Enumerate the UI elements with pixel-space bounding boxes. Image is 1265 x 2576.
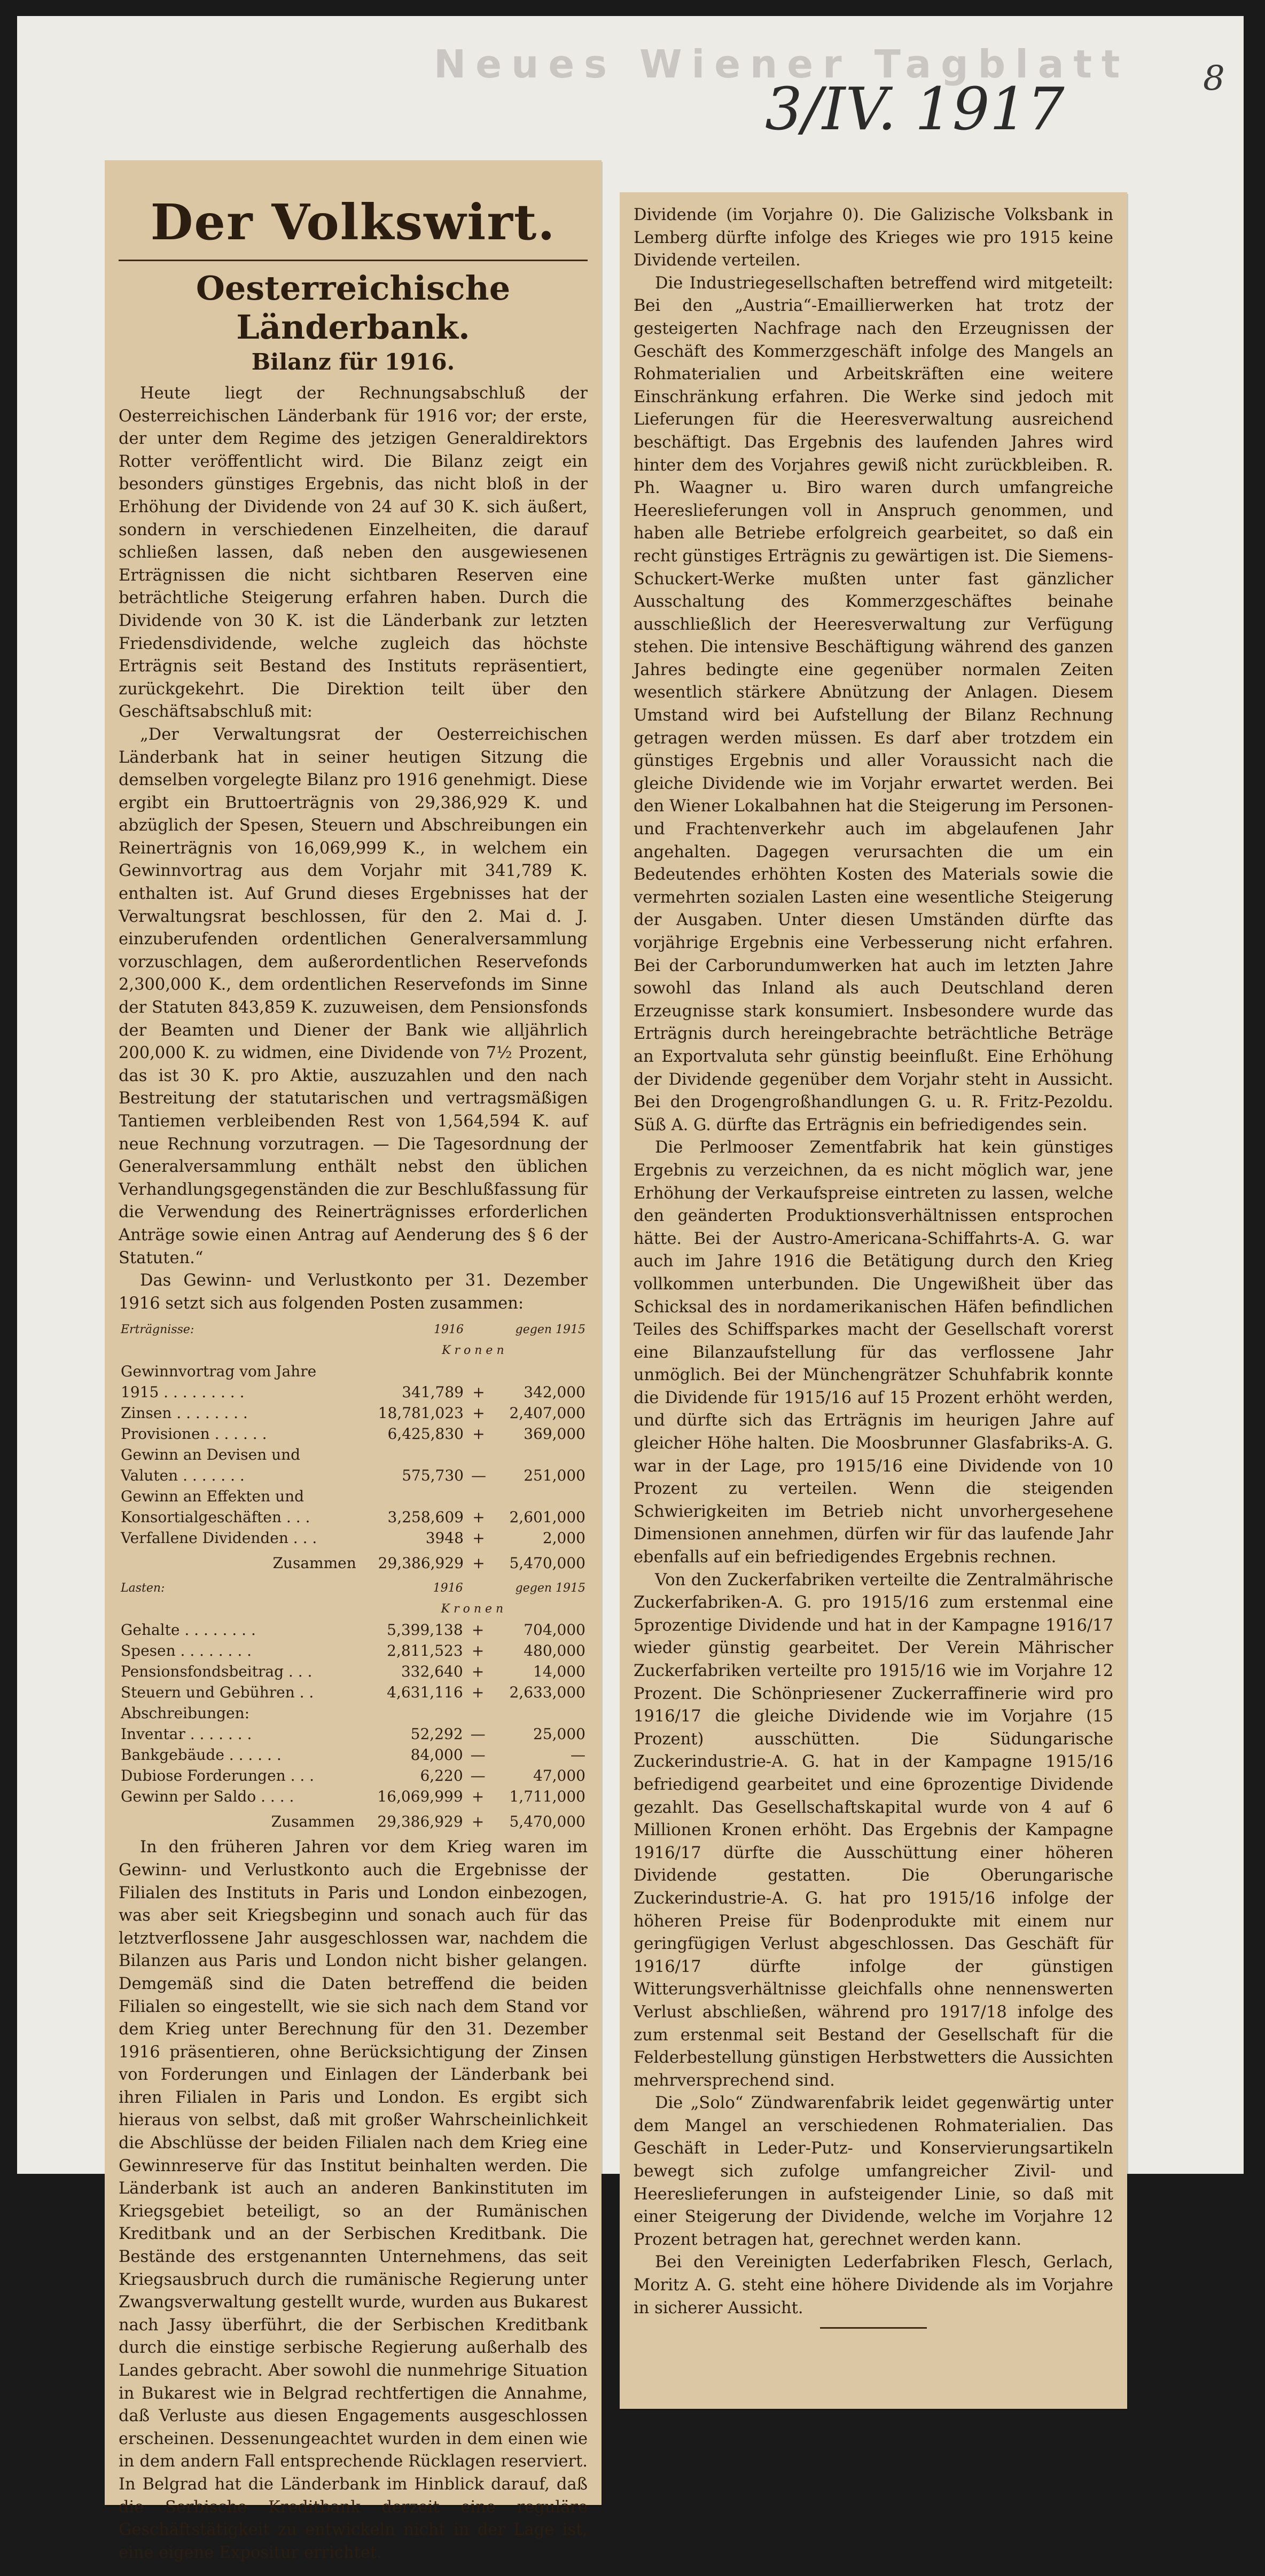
total-change: 5,470,000 — [509, 1813, 585, 1831]
total-sign: + — [471, 1813, 485, 1831]
total-current: 29,386,929 — [378, 1554, 464, 1572]
paragraph: Die „Solo“ Zündwarenfabrik leidet gegenwärtig unter dem Mangel an verschiedenen Rohmaterialien. Das Geschäft in Leder-Putz- und Konservierungsartikeln bewegt sich zufolge umfangreicher Zivil- und Heereslieferungen in aufsteigender Linie, so daß mit einer Steigerung der Dividende, welche im Vorjahre 12 Prozent betragen hat, gerechnet werden kann. — [634, 2094, 1113, 2249]
row-sign: + — [471, 1663, 485, 1681]
row-item: Provisionen . . . . . . — [121, 1425, 267, 1443]
row-sign: + — [471, 1788, 485, 1806]
year-previous: gegen 1915 — [515, 1581, 585, 1595]
table-row — [119, 1361, 588, 1382]
row-item: Bankgebäude . . . . . . — [121, 1746, 282, 1764]
row-sign — [466, 1486, 491, 1507]
paragraph: In den früheren Jahren vor dem Krieg waren im Gewinn- und Verlustkonto auch die Ergebnisse der Filialen des Instituts in Paris und London einbezogen, was aber seit Kriegsbeginn und sonach auch für das letztverflossene Jahr ausgeschlossen war, nachdem die Bilanzen aus Paris und London nicht bisher gelangen. Demgemäß sind die Daten betreffend die beiden Filialen so eingestellt, wie sie sich nach dem Stand vor dem Krieg unter Berechnung für den 31. Dezember 1916 präsentieren, ohne Berücksichtigung der Zinsen von Forderungen und Einlagen der Länderbank bei ihren Filialen in Paris und London. Es ergibt sich hieraus von selbst, daß mit großer Wahrscheinlichkeit die Abschlüsse der beiden Filialen nach dem Krieg eine Gewinnreserve für das Institut beinhalten werden. Die Länderbank ist auch an anderen Bankinstituten im Kriegsgebiet beteiligt, so an der Rumänischen Kreditbank und an der Serbischen Kreditbank. Die Bestände des erstgenannten Unternehmens, das seit Kriegsausbruch durch die rumänische Regierung unter Zwangsverwaltung gestellt wurde, wurden aus Bukarest nach Jassy überführt, die der Serbischen Kreditbank durch die einstige serbische Regierung außerhalb des Landes gebracht. Aber sowohl die nunmehrige Situation in Bukarest wie in Belgrad rechtfertigen die Annahme, daß Verluste aus diesen Engagements ausgeschlossen erscheinen. Dessenungeachtet wurden in dem einen wie in dem andern Fall entsprechende Rücklagen reserviert. In Belgrad hat die Länderbank im Hinblick darauf, daß die Serbische Kreditbank derzeit eine reguläre Geschäftstätigkeit zu entwickeln nicht in der Lage ist, eine eigene Expositur errichtet. — [119, 1838, 588, 2562]
row-change: 2,407,000 — [509, 1404, 585, 1422]
row-sign — [465, 1703, 491, 1724]
table-row — [119, 1423, 588, 1444]
table-row — [119, 1465, 588, 1486]
row-item: Gewinnvortrag vom Jahre — [121, 1363, 317, 1381]
row-value: 6,220 — [420, 1767, 463, 1785]
table-row — [119, 1724, 588, 1744]
row-value: 16,069,999 — [377, 1788, 463, 1806]
row-change: 2,000 — [542, 1529, 585, 1547]
row-value — [358, 1361, 466, 1382]
row-item: Steuern und Gebühren . . — [121, 1684, 314, 1702]
row-value — [357, 1703, 465, 1724]
row-item: Gewinn per Saldo . . . . — [121, 1788, 294, 1806]
row-sign: — — [470, 1746, 486, 1764]
row-value: 3,258,609 — [387, 1508, 464, 1526]
article-headline: Oesterreichische Länderbank. — [196, 269, 511, 347]
paragraph: Die Industriegesellschaften betreffend wird mitgeteilt: Bei den „Austria“-Emaillierwerken hat trotz der gesteigerten Nachfrage nach den Erzeugnissen der Geschäft des Kommerzgeschäft infolge des Mangels an Rohmaterialien und Arbeitskräften eine weitere Einschränkung erfahren. Die Werke sind jedoch mit Lieferungen für die Heeresverwaltung ausreichend beschäftigt. Das Ergebnis des laufenden Jahres wird hinter dem des Vorjahres gewiß nicht zurückbleiben. R. Ph. Waagner u. Biro waren durch umfangreiche Heereslieferungen voll in Anspruch genommen, und haben alle Betriebe erfolgreich gearbeitet, so daß ein recht günstiges Erträgnis zu gewärtigen ist. Die Siemens-Schuckert-Werke mußten unter fast gänzlicher Ausschaltung des Kommerzgeschäftes beinahe ausschließlich der Heeresverwaltung zur Verfügung stehen. Die intensive Beschäftigung während des ganzen Jahres bedingte eine gegenüber normalen Zeiten wesentlich stärkere Abnützung der Anlagen. Diesem Umstand wird bei Aufstellung der Bilanz Rechnung getragen werden müssen. Es darf aber trotzdem ein günstiges Ergebnis und aller Voraussicht nach die gleiche Dividende wie im Vorjahr erwartet werden. Bei den Wiener Lokalbahnen hat die Steigerung im Personen- und Frachtenverkehr auch im abgelaufenen Jahr angehalten. Dagegen verursachten die um ein Bedeutendes erhöhten Kosten des Materials sowie die vermehrten sozialen Lasten eine wesentliche Steigerung der Ausgaben. Unter diesen Umständen dürfte das vorjährige Ergebnis eine Verbesserung nicht erfahren. Bei der Carborundumwerken hat auch im letzten Jahre sowohl das Inland als auch Deutschland deren Erzeugnisse stark konsumiert. Insbesondere wurde das Erträgnis durch hereingebrachte beträchtliche Beträge an Exportvaluta sehr günstig beeinflußt. Eine Erhöhung der Dividende gegenüber dem Vorjahr steht in Aussicht. Bei den Drogengroßhandlungen G. u. R. Fritz-Pezoldu. Süß A. G. dürfte das Erträgnis ein befriedigendes sein. — [634, 273, 1113, 1134]
total-label: Zusammen — [271, 1813, 355, 1831]
row-value — [358, 1486, 466, 1507]
row-sign: + — [471, 1621, 485, 1639]
row-sign: + — [472, 1404, 485, 1422]
paragraph: Heute liegt der Rechnungsabschluß der Oesterreichischen Länderbank für 1916 vor; der erste, der unter dem Regime des jetzigen Generaldirektors Rotter veröffentlicht wird. Die Bilanz zeigt ein besonders günstiges Ergebnis, das nicht bloß in der Erhöhung der Dividende von 24 auf 30 K. sich äußert, sondern in verschiedenen Einzelheiten, die darauf schließen lassen, daß neben den ausgewiesenen Erträgnissen die nicht sichtbaren Reserven eine beträchtliche Steigerung erfahren haben. Durch die Dividende von 30 K. ist die Länderbank zur letzten Friedensdividende, welche zugleich das höchste Erträgnis seit Bestand des Instituts repräsentiert, zurückgekehrt. Die Direktion teilt über den Geschäftsabschluß mit: — [119, 384, 588, 722]
row-item: 1915 . . . . . . . . . — [121, 1383, 245, 1401]
row-change: 342,000 — [524, 1383, 585, 1401]
article-subheadline: Bilanz für 1916. — [251, 349, 455, 375]
row-value: 18,781,023 — [378, 1404, 464, 1422]
row-value: 332,640 — [401, 1663, 463, 1681]
table-label: Erträgnisse: — [121, 1323, 194, 1337]
total-sign: + — [472, 1554, 485, 1572]
row-value: 575,730 — [402, 1467, 464, 1485]
expenses-table — [119, 1578, 588, 1832]
row-change: 704,000 — [524, 1621, 585, 1639]
row-change: 47,000 — [533, 1767, 585, 1785]
table-row — [119, 1444, 588, 1465]
table-row — [119, 1744, 588, 1765]
table-row — [119, 1403, 588, 1423]
row-change: 251,000 — [524, 1467, 585, 1485]
row-sign: + — [472, 1529, 485, 1547]
row-item: Valuten . . . . . . . — [121, 1467, 245, 1485]
row-item: Konsortialgeschäften . . . — [121, 1508, 310, 1526]
clipping-right-column — [620, 192, 1127, 2409]
row-change: 369,000 — [524, 1425, 585, 1443]
total-label: Zusammen — [272, 1554, 356, 1572]
row-value: 3948 — [425, 1529, 464, 1547]
total-current: 29,386,929 — [377, 1813, 463, 1831]
row-change: 2,633,000 — [509, 1684, 585, 1702]
row-change: 2,601,000 — [509, 1508, 585, 1526]
row-sign — [466, 1361, 491, 1382]
row-sign: — — [470, 1767, 486, 1785]
row-value: 341,789 — [402, 1383, 464, 1401]
row-item: Dubiose Forderungen . . . — [121, 1767, 315, 1785]
paragraph: „Der Verwaltungsrat der Oesterreichischen Länderbank hat in seiner heutigen Sitzung die demselben vorgelegte Bilanz pro 1916 genehmigt. Diese ergibt ein Bruttoerträgnis von 29,386,929 K. und abzüglich der Spesen, Steuern und Abschreibungen ein Reinerträgnis von 16,069,999 K., in welchem ein Gewinnvortrag aus dem Vorjahr mit 341,789 K. enthalten ist. Auf Grund dieses Ergebnisses hat der Verwaltungsrat beschlossen, für den 2. Mai d. J. einzuberufenden ordentlichen Generalversammlung vorzuschlagen, dem außerordentlichen Reservefonds 2,300,000 K., dem ordentlichen Reservefonds im Sinne der Statuten 843,859 K. zuzuweisen, dem Pensionsfonds der Beamten und Diener der Bank wie alljährlich 200,000 K. zu widmen, eine Dividende von 7½ Prozent, das ist 30 K. pro Aktie, auszuzahlen und den nach Bestreitung der statutarischen und vertragsmäßigen Tantiemen verbleibenden Rest von 1,564,594 K. auf neue Rechnung vorzutragen. — Die Tagesordnung der Generalversammlung enthält nebst den üblichen Verhandlungsgegenständen die zur Beschlußfassung für die Verwendung des Reinerträgnisses erforderlichen Anträge sowie einen Antrag auf Aenderung des § 6 der Statuten.“ — [119, 725, 588, 1267]
row-change — [491, 1444, 588, 1465]
row-change: 1,711,000 — [509, 1788, 585, 1806]
row-sign: — — [470, 1725, 486, 1743]
currency-unit: K r o n e n — [442, 1344, 504, 1358]
row-value: 2,811,523 — [387, 1642, 463, 1660]
row-sign: + — [471, 1642, 485, 1660]
handwritten-date: 3/IV. 1917 — [765, 75, 1065, 143]
row-value: 4,631,116 — [387, 1684, 463, 1702]
income-table — [119, 1319, 588, 1573]
newspaper-masthead: Neues Wiener Tagblatt — [434, 42, 1130, 87]
row-change — [491, 1703, 588, 1724]
table-row — [119, 1661, 588, 1682]
row-item: Verfallene Dividenden . . . — [121, 1529, 317, 1547]
row-item: Pensionsfondsbeitrag . . . — [121, 1663, 313, 1681]
table-row — [119, 1507, 588, 1528]
table-row — [119, 1786, 588, 1807]
table-row — [119, 1640, 588, 1661]
year-previous: gegen 1915 — [515, 1323, 585, 1337]
table-row — [119, 1486, 588, 1507]
row-item: Gewinn an Effekten und — [121, 1487, 304, 1506]
row-change — [491, 1361, 588, 1382]
paragraph: Bei den Vereinigten Lederfabriken Flesch, Gerlach, Moritz A. G. steht eine höhere Dividende als im Vorjahre in sicherer Aussicht. — [634, 2253, 1113, 2317]
row-value: 52,292 — [410, 1725, 463, 1743]
year-current: 1916 — [434, 1323, 464, 1337]
row-change: 480,000 — [524, 1642, 585, 1660]
paragraph: Von den Zuckerfabriken verteilte die Zentralmährische Zuckerfabriken-A. G. pro 1915/16 zum erstenmal eine 5prozentige Dividende und hat in der Kampagne 1916/17 wieder günstig gearbeitet. Der Verein Mährischer Zuckerfabriken verteilte pro 1915/16 wie im Vorjahre 12 Prozent. Die Schönpriesener Zuckerraffinerie wird pro 1916/17 die gleiche Dividende wie im Vorjahre (15 Prozent) ausschütten. Die Südungarische Zuckerindustrie-A. G. hat in der Kampagne 1915/16 befriedigend gearbeitet und eine 6prozentige Dividende gezahlt. Das Gesellschaftskapital wurde von 4 auf 6 Millionen Kronen erhöht. Das Ergebnis der Kampagne 1916/17 dürfte die Ausschüttung einer höheren Dividende gestatten. Die Oberungarische Zuckerindustrie-A. G. hat pro 1915/16 infolge der höheren Preise für Bodenprodukte mit einem nur geringfügigen Verlust abgeschlossen. Das Geschäft für 1916/17 dürfte infolge der günstigen Witterungsverhältnisse gleichfalls ohne nennenswerten Verlust abschließen, während pro 1917/18 infolge des zum erstenmal seit Bestand der Gesellschaft für die Felderbestellung günstigen Herbstwetters die Aussichten mehrversprechend sind. — [634, 1570, 1113, 2090]
row-change — [491, 1486, 588, 1507]
paragraph: Die Perlmooser Zementfabrik hat kein günstiges Ergebnis zu verzeichnen, da es nicht möglich war, jene Erhöhung der Verkaufspreise eintreten zu lassen, welche den geänderten Produktionsverhältnissen entsprochen hätte. Bei der Austro-Americana-Schiffahrts-A. G. war auch im Jahre 1916 die Betätigung durch den Krieg vollkommen unterbunden. Die Ungewißheit über das Schicksal des in nordamerikanischen Häfen befindlichen Teiles des Schiffsparkes macht der Gesellschaft vorerst eine Bilanzaufstellung für das verflossene Jahr unmöglich. Bei der Münchengrätzer Schuhfabrik konnte die Dividende für 1915/16 auf 15 Prozent erhöht werden, und dürfte sich das Erträgnis im heurigen Jahre auf gleicher Höhe halten. Die Moosbrunner Glasfabriks-A. G. war in der Lage, pro 1915/16 eine Dividende von 10 Prozent zu verteilen. Wenn die steigenden Schwierigkeiten im Betrieb nicht unvorhergesehene Dimensionen annehmen, dürfen wir für das laufende Jahr ebenfalls auf ein befriedigendes Ergebnis rechnen. — [634, 1138, 1113, 1567]
section-title: Der Volkswirt. — [150, 193, 556, 251]
row-item: Inventar . . . . . . . — [121, 1725, 252, 1743]
row-change: — — [571, 1746, 585, 1764]
total-change: 5,470,000 — [509, 1554, 585, 1572]
table-row — [119, 1528, 588, 1548]
row-sign: — — [471, 1467, 486, 1485]
row-item: Spesen . . . . . . . . — [121, 1642, 252, 1660]
row-value: 6,425,830 — [387, 1425, 464, 1443]
row-item: Zinsen . . . . . . . . — [121, 1404, 248, 1422]
currency-unit: K r o n e n — [441, 1602, 504, 1616]
row-item: Abschreibungen: — [121, 1704, 250, 1722]
row-sign: + — [472, 1425, 485, 1443]
row-item: Gewinn an Devisen und — [121, 1446, 301, 1464]
page-number: 8 — [1203, 59, 1225, 98]
table-row — [119, 1682, 588, 1703]
table-row — [119, 1382, 588, 1403]
row-item: Gehalte . . . . . . . . — [121, 1621, 256, 1639]
row-sign: + — [472, 1508, 485, 1526]
year-current: 1916 — [433, 1581, 463, 1595]
table-row — [119, 1765, 588, 1786]
table-row — [119, 1703, 588, 1724]
table-row — [119, 1619, 588, 1640]
row-sign — [466, 1444, 491, 1465]
row-sign: + — [472, 1383, 485, 1401]
divider — [119, 260, 588, 261]
paragraph: Dividende (im Vorjahre 0). Die Galizische Volksbank in Lemberg dürfte infolge des Krieges wie pro 1915 keine Dividende verteilen. — [634, 206, 1113, 270]
row-sign: + — [471, 1684, 485, 1702]
row-value — [358, 1444, 466, 1465]
row-value: 84,000 — [410, 1746, 463, 1764]
paragraph: Das Gewinn- und Verlustkonto per 31. Dezember 1916 setzt sich aus folgenden Posten zusammen: — [119, 1271, 588, 1313]
row-change: 14,000 — [533, 1663, 585, 1681]
clipping-left-column — [105, 160, 602, 2562]
table-label: Lasten: — [121, 1581, 165, 1595]
row-value: 5,399,138 — [387, 1621, 463, 1639]
end-divider — [820, 2327, 927, 2329]
row-change: 25,000 — [533, 1725, 585, 1743]
